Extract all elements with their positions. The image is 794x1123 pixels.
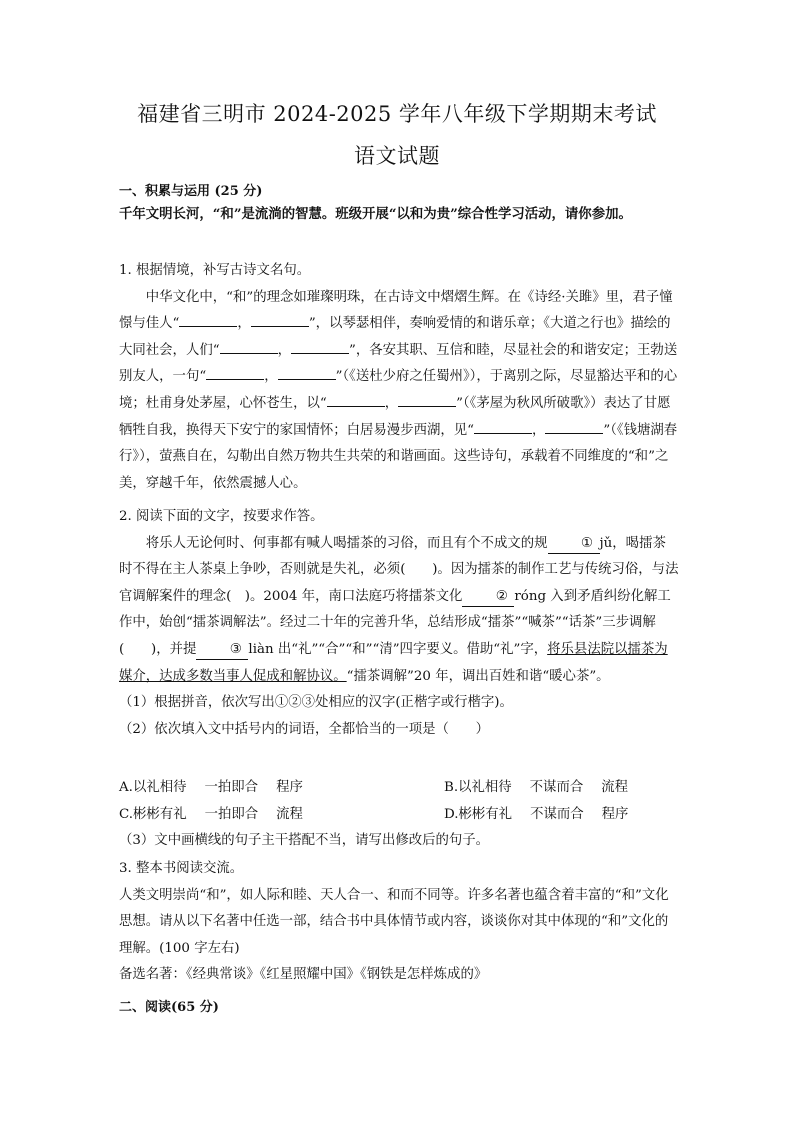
- option-word: 流程: [276, 807, 303, 822]
- question-2-passage: [119, 531, 679, 691]
- section-2-heading: 二、阅读(65 分): [119, 1000, 219, 1015]
- option-letter: B.: [444, 780, 459, 795]
- option-d[interactable]: [444, 801, 646, 828]
- question-2-sub-2: （2）依次填入文中括号内的词语，全都恰当的一项是（ ）: [119, 721, 490, 737]
- answer-blank[interactable]: [206, 379, 264, 380]
- answer-blank[interactable]: [291, 353, 349, 354]
- comma: ，: [384, 395, 399, 411]
- option-word: 程序: [601, 807, 629, 822]
- question-1-passage: [119, 285, 679, 498]
- answer-blank[interactable]: [251, 326, 309, 327]
- option-letter: A.: [119, 780, 133, 795]
- option-word: 以礼相待: [458, 780, 512, 795]
- underlined-sentence: 将乐县法院以擂茶为媒介，达成多数当事人促成和解协议。: [119, 641, 668, 684]
- section-1-intro: 千年文明长河，“和”是流淌的智慧。班级开展“以和为贵”综合性学习活动，请你参加。: [119, 206, 632, 222]
- passage-text: 将乐人无论何时、何事都有喊人喝擂茶的习俗，而且有个不成文的规: [145, 535, 548, 551]
- passage-text: jǔ，喝擂茶时不得在主人茶桌上争吵，否则就是失礼，必须( )。因为擂茶的制作工艺与传统习俗，与法官调解案件的理念( )。2004 年，南口法庭巧将擂茶文化: [119, 535, 679, 604]
- question-3-books: 备选名著：《经典常谈》《红星照耀中国》《钢铁是怎样炼成的》: [119, 967, 488, 983]
- options-row: [119, 801, 679, 828]
- answer-blank[interactable]: [278, 379, 336, 380]
- page-title: 福建省三明市 2024-2025 学年八年级下学期期末考试: [137, 102, 657, 126]
- passage-text: ”，各安其职、互信和睦，尽显社会的和谐安定；王勃送别友人，一句“: [119, 342, 678, 385]
- question-2: [119, 504, 679, 743]
- passage-text: “擂茶调解”20 年，调出百姓和谐“暖心茶”。: [346, 668, 610, 684]
- option-word: 不谋而合: [530, 807, 584, 822]
- passage-text: ”（《茅屋为秋风所破歌》）表达了甘愿牺牲自我，换得天下安宁的家国情怀；白居易漫步西湖，见“: [119, 395, 671, 438]
- question-3-label: 3. 整本书阅读交流。: [119, 861, 244, 876]
- answer-blank[interactable]: [545, 433, 603, 434]
- passage-text: róng 入到矛盾纠纷化解工作中，始创“擂茶调解法”。经过二十年的完善升华，总结形成“擂茶”“喊茶”“话茶”三步调解( )，并提: [119, 588, 671, 657]
- passage-text: ”（《钱塘湖春行》），萤燕自在，勾勒出自然万物共生共荣的和谐画面。这些诗句，承载着不同维度的“和”之美，穿越千年，依然震撼人心。: [119, 422, 678, 491]
- answer-blank[interactable]: [327, 406, 385, 407]
- option-word: 程序: [276, 780, 303, 795]
- option-a[interactable]: [119, 774, 321, 801]
- option-word: 彬彬有礼: [458, 807, 513, 822]
- option-letter: C.: [119, 807, 134, 822]
- passage-text: liàn 出“礼”“合”“和”“清”四字要义。借助“礼”字，: [248, 641, 548, 657]
- passage-text: ”（《送杜少府之任蜀州》），于离别之际，尽显豁达平和的心境；杜甫身处茅屋，心怀苍生，以“: [119, 369, 678, 411]
- question-2-options: [119, 774, 679, 828]
- question-2-sub-1: （1）根据拼音，依次写出①②③处相应的汉字(正楷字或行楷字)。: [119, 695, 513, 711]
- options-row: [119, 774, 679, 801]
- option-word: 不谋而合: [529, 780, 584, 795]
- comma: ，: [237, 316, 251, 332]
- option-letter: D.: [444, 807, 459, 822]
- question-1-label: 1. 根据情境，补写古诗文名句。: [119, 263, 311, 278]
- comma: ，: [532, 422, 546, 438]
- passage-text: ”，以琴瑟相伴，奏响爱情的和谐乐章；《大道之行也》描绘的大同社会，人们“: [119, 316, 671, 358]
- question-3: [119, 856, 679, 989]
- question-1: [119, 258, 679, 497]
- option-word: 以礼相待: [132, 780, 187, 795]
- page-subtitle: 语文试题: [354, 144, 440, 168]
- question-2-sub-3: （3）文中画横线的句子主干搭配不当，请写出修改后的句子。: [119, 833, 490, 848]
- answer-blank[interactable]: [179, 326, 237, 327]
- option-b[interactable]: [444, 774, 646, 801]
- question-2-label: 2. 阅读下面的文字，按要求作答。: [119, 509, 324, 524]
- question-2-sub-3-block: [119, 828, 679, 855]
- option-word: 流程: [601, 780, 629, 795]
- option-word: 彬彬有礼: [133, 807, 187, 822]
- question-3-body: 人类文明崇尚“和”，如人际和睦、天人合一、和而不同等。许多名著也蕴含着丰富的“和”文化思想。请从以下名著中任选一部，结合书中具体情节或内容，谈谈你对其中体现的“和”文化的理解。(100 字左右): [119, 887, 669, 956]
- option-word: 一拍即合: [204, 780, 259, 795]
- pinyin-blank-3[interactable]: ③: [196, 641, 248, 660]
- pinyin-blank-2[interactable]: ②: [462, 588, 514, 607]
- answer-blank[interactable]: [474, 433, 532, 434]
- pinyin-blank-1[interactable]: ①: [548, 535, 600, 554]
- passage-text: 中华文化中，“和”的理念如璀璨明珠，在古诗文中熠熠生辉。在《诗经·关雎》里，君子憧憬与佳人“: [119, 289, 673, 332]
- answer-blank[interactable]: [220, 353, 278, 354]
- option-c[interactable]: [119, 801, 321, 828]
- comma: ，: [277, 342, 291, 358]
- section-1-heading: 一、积累与运用 (25 分): [119, 184, 263, 199]
- comma: ，: [264, 369, 278, 385]
- option-word: 一拍即合: [204, 807, 259, 822]
- answer-blank[interactable]: [398, 406, 456, 407]
